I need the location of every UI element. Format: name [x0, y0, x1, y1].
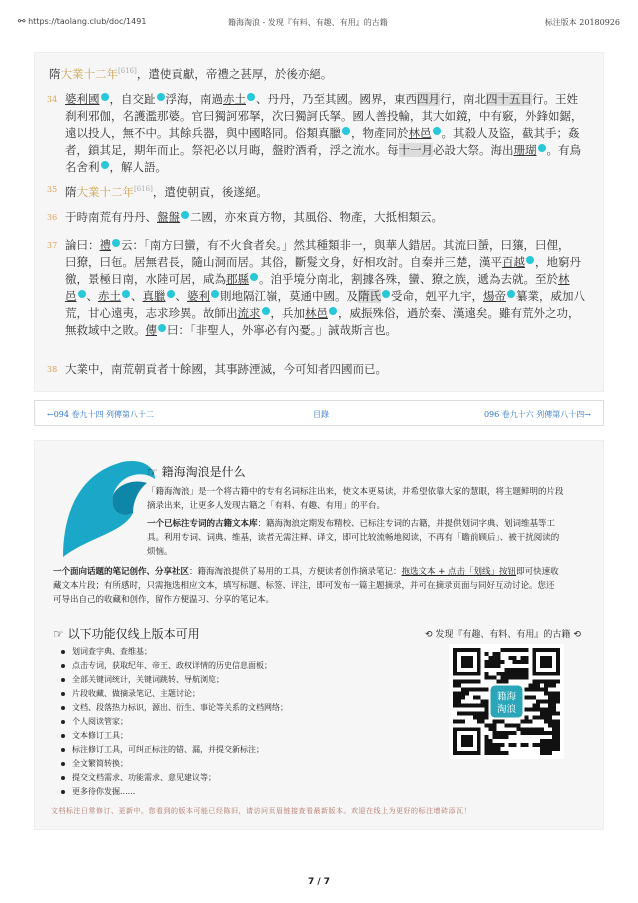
text-span: ，地窮丹 [535, 255, 581, 269]
wiki-dot-icon[interactable] [329, 307, 337, 315]
text-bold: 一个已标注专词的古籍文本库 [147, 519, 258, 529]
text-span: 即可快速收 [516, 567, 559, 577]
refresh-icon: ⟲ [425, 630, 433, 640]
text-span: 行。王姓 [532, 92, 578, 106]
hand-pointing-icon: ☞ [147, 465, 158, 479]
text-span: 必設大祭。海出 [433, 143, 514, 157]
term-linyi[interactable]: 林邑 [408, 126, 432, 140]
text-line: 刹利邪伽，名護濫那婆。官曰獨訶邪拏，次曰獨訶氏拏。國人善投輪，其大如鏡，中有竅，外鋒如鋸， [65, 109, 583, 123]
promo-desc-1 [147, 485, 564, 513]
wiki-dot-icon[interactable] [158, 324, 166, 332]
text-span: 二國，亦來貢方物，其風俗、物產，大抵相類云。 [190, 210, 443, 224]
text-line: 摘录出来，让更多人发现古籍之「有料、有趣、有用」的平台。 [147, 501, 386, 511]
text-line: 可导出自己的收藏和创作，留作方便温习、分享的笔记本。 [53, 595, 275, 605]
wiki-dot-icon[interactable] [211, 290, 219, 298]
promo-title-row [147, 463, 246, 480]
wiki-dot-icon[interactable] [433, 127, 441, 135]
wiki-dot-icon[interactable] [250, 273, 258, 281]
text-line: 「籍海淘浪」是一个将古籍中的专有名词标注出来，使文本更易读，并希望依靠大家的慧眼，将主题鲜明的片段 [147, 487, 564, 497]
text-span: 受命，剋平九宇， [391, 289, 483, 303]
term-chitu[interactable]: 赤土 [98, 289, 121, 303]
text-span: 云：「南方曰蠻，有不火食者矣。」然其種類非一，與華人錯居。其流曰蜑，曰獽，曰俚， [121, 238, 570, 252]
text-span: ：籍海淘浪提供了易用的工具，方便读者创作摘录笔记： [189, 567, 402, 577]
text-span: 、 [175, 289, 187, 303]
glasses-icon: ⚯ [18, 17, 26, 27]
feature-item: 文本修订工具； [61, 729, 288, 743]
paragraph-37 [65, 237, 605, 339]
header-url[interactable]: https://taolang.club/doc/1491 [28, 17, 147, 26]
wiki-dot-icon[interactable] [247, 93, 255, 101]
wave-logo-icon [59, 453, 159, 561]
text-span: ，自交趾 [109, 92, 156, 106]
features-list [61, 645, 288, 799]
text-span: 、 [86, 289, 98, 303]
next-chapter-link[interactable]: 096 卷九十六 列傳第八十四→ [483, 410, 591, 419]
text-span: ：籍海淘浪定期发布精校、已标注专词的古籍，并提供划词字典、划词维基等工 [257, 519, 556, 529]
wiki-dot-icon[interactable] [101, 161, 109, 169]
term-linyi[interactable]: 林 [558, 272, 570, 286]
paragraph-33-tail [49, 63, 589, 83]
features-title: 以下功能仅线上版本可用 [67, 627, 200, 641]
feature-item: 全文繁简转换； [61, 757, 288, 771]
promo-desc-2 [147, 517, 559, 559]
text-span: ，兵加 [270, 306, 305, 320]
term-pohli[interactable]: 婆利 [187, 289, 210, 303]
text-span: 名舍利 [65, 160, 100, 174]
text-bold: 一个面向话题的笔记创作、分享社区 [53, 567, 190, 577]
paragraph-34 [65, 91, 605, 176]
paragraph-number: 38 [47, 365, 58, 374]
paragraph-number: 35 [47, 185, 58, 194]
text-line: 具。利用专词、词典、维基，读者无需注释、译文，即可比较流畅地阅读，不再有「瞻前顾后」、被干扰阅读的 [147, 533, 560, 543]
chapter-navigation [34, 400, 604, 426]
text-span: 曰獠，曰㐌。居無君長，隨山洞而居。其俗，斷髮文身，好相攻討。自秦并三楚，漢平 [65, 255, 502, 269]
qr-logo-text: 籍海 [496, 691, 517, 703]
era-name[interactable]: 大業十二年 [60, 66, 118, 81]
promo-desc-3 [53, 565, 559, 607]
wiki-dot-icon[interactable] [167, 290, 175, 298]
wiki-dot-icon[interactable] [538, 144, 546, 152]
header-url-group[interactable] [18, 17, 146, 27]
wiki-dot-icon[interactable] [382, 290, 390, 298]
term-junxian[interactable]: 郡縣 [226, 272, 249, 286]
paragraph-text: ，遣使貢獻，帝禮之甚厚，於後亦絕。 [136, 66, 333, 81]
text-span: 無救域中之敗。 [65, 323, 146, 337]
term-linyi[interactable]: 邑 [65, 289, 77, 303]
wiki-dot-icon[interactable] [181, 211, 189, 219]
year-annotation: [616] [118, 67, 137, 75]
text-box [34, 52, 604, 392]
text-span: 。洎乎境分南北，割據各殊，蠻、獠之族，遞為去就。至於 [259, 272, 558, 286]
update-notice: 文档标注日常修订、更新中。您看到的版本可能已经陈旧，请访问页眉链接查看最新版本。欢迎在线上为更好的标注增砖添瓦！ [51, 807, 471, 815]
feature-item: 个人阅读管家； [61, 715, 288, 729]
text-span: 。其殺人及盜，截其手；姦 [441, 126, 580, 140]
text-span: ，物產同於 [351, 126, 409, 140]
paragraph-number: 34 [47, 95, 58, 104]
hand-pointing-icon: ☞ [53, 627, 64, 641]
paragraph-number: 37 [47, 241, 58, 250]
wiki-dot-icon[interactable] [122, 290, 130, 298]
term-yangdi[interactable]: 煬帝 [483, 289, 506, 303]
wiki-dot-icon[interactable] [507, 290, 515, 298]
qr-logo-text: 淘浪 [496, 704, 517, 716]
text-span: 則地隔江嶺，莫通中國。及 [220, 289, 358, 303]
header-title: 籍海淘浪 - 发现『有料、有趣、有用』的古籍 [228, 18, 388, 27]
toc-link[interactable]: 目錄 [313, 410, 329, 419]
discover-title-row [425, 627, 581, 640]
page-header [18, 17, 620, 31]
term-pohli[interactable]: 婆利國 [65, 92, 100, 106]
feature-item: 文档、段落热力标识，源出、衍生、事论等关系的文档网络； [61, 701, 288, 715]
highlight-span[interactable]: 十一月 [398, 143, 433, 157]
feature-item: 更多待你发掘...... [61, 785, 288, 799]
term-li[interactable]: 禮 [99, 238, 111, 252]
header-version: 标注版本 20180926 [544, 18, 620, 27]
term-zhuan[interactable]: 傳 [145, 323, 157, 337]
text-span: 論曰： [65, 238, 100, 252]
term-liuqiu[interactable]: 流求 [237, 306, 261, 320]
term-coral[interactable]: 珊瑚 [513, 143, 537, 157]
term-chitu[interactable]: 赤土 [223, 92, 246, 106]
feature-item: 点击专词，获取纪年、帝王、政权详情的历史信息面板； [61, 659, 288, 673]
text-span: 荒，甘心遠夷，志求珍異。故師出 [65, 306, 238, 320]
feature-item: 全部关键词统计，关键词跳转、导航浏览； [61, 673, 288, 687]
refresh-icon: ⟲ [573, 630, 581, 640]
wiki-dot-icon[interactable] [101, 93, 109, 101]
wiki-dot-icon[interactable] [78, 290, 86, 298]
promo-box [34, 440, 604, 830]
dynasty-text: 隋 [49, 66, 61, 81]
select-text-tip-link[interactable]: 拖选文本 + 点击「划线」按钮 [401, 567, 517, 577]
year-annotation: [616] [134, 185, 153, 193]
text-span: ，遣使朝貢，後遂絕。 [152, 184, 268, 199]
text-span: 、 [131, 289, 143, 303]
dynasty-text: 隋 [65, 184, 77, 199]
page-number: 7 / 7 [307, 877, 331, 887]
text-line: 烦恼。 [147, 547, 173, 557]
era-name[interactable]: 大業十二年 [76, 184, 134, 199]
text-span: 浮海，南過 [165, 92, 223, 106]
prev-chapter-link[interactable]: ←094 卷九十四 列傳第八十二 [47, 410, 155, 419]
feature-item: 划词查字典、查维基； [61, 645, 288, 659]
highlight-span[interactable]: 四月 [417, 92, 440, 106]
text-span: 。有鳥 [546, 143, 581, 157]
text-span: ，威振殊俗，過於秦、漢遠矣。雖有荒外之功， [338, 306, 580, 320]
text-line: 藏文本片段；有所感时，只需拖选相应文本，填写标题、标签、评注，即可发布一篇主题摘录，并可在摘录页面与同好互动讨论。您还 [53, 581, 555, 591]
features-title-row [53, 625, 200, 642]
feature-item: 提交文档需求、功能需求、意见建议等； [61, 771, 288, 785]
feature-item: 片段收藏、做摘录笔记、主题讨论； [61, 687, 288, 701]
text-span: ，解人語。 [109, 160, 167, 174]
text-span: 者，鎖其足，期年而止。祭祀必以月晦，盤貯酒肴，浮之流水。每 [65, 143, 399, 157]
text-span: 纂業，威加八 [516, 289, 585, 303]
feature-item: 标注修订工具，可纠正标注的错、漏，并提交新标注； [61, 743, 288, 757]
qr-code[interactable] [449, 644, 564, 759]
text-span: 曰：「非聖人，外寧必有內憂。」誠哉斯言也。 [167, 323, 397, 337]
text-span: 徼，景極日南，水陸可居，咸為 [65, 272, 226, 286]
term-linyi[interactable]: 林邑 [305, 306, 328, 320]
text-span: 遠以投人，無不中。其餘兵器，與中國略同。俗類真臘 [65, 126, 341, 140]
wiki-dot-icon[interactable] [112, 239, 120, 247]
text-span: 于時南荒有丹丹、 [65, 210, 157, 224]
term-baiyue[interactable]: 百越 [502, 255, 525, 269]
promo-title: 籍海淘浪是什么 [161, 465, 246, 479]
wiki-dot-icon[interactable] [262, 307, 270, 315]
text-span: 、丹丹，乃至其國。國界，東西 [256, 92, 417, 106]
paragraph-38: 大業中，南荒朝貢者十餘國，其事跡湮滅，今可知者四國而已。 [65, 362, 387, 376]
wiki-dot-icon[interactable] [342, 127, 350, 135]
paragraph-number: 36 [47, 213, 58, 222]
term-zhenla[interactable]: 真臘 [142, 289, 166, 303]
text-span: 行，南北 [440, 92, 486, 106]
highlight-span[interactable]: 四十五日 [486, 92, 532, 106]
discover-title: 发现『有趣、有料、有用』的古籍 [435, 630, 571, 640]
wiki-dot-icon[interactable] [526, 256, 534, 264]
paragraph-36 [65, 209, 605, 226]
paragraph-35 [65, 181, 605, 201]
term-panpan[interactable]: 盤盤 [157, 210, 180, 224]
highlight-span[interactable]: 隋氏 [358, 289, 381, 303]
wiki-dot-icon[interactable] [157, 93, 165, 101]
